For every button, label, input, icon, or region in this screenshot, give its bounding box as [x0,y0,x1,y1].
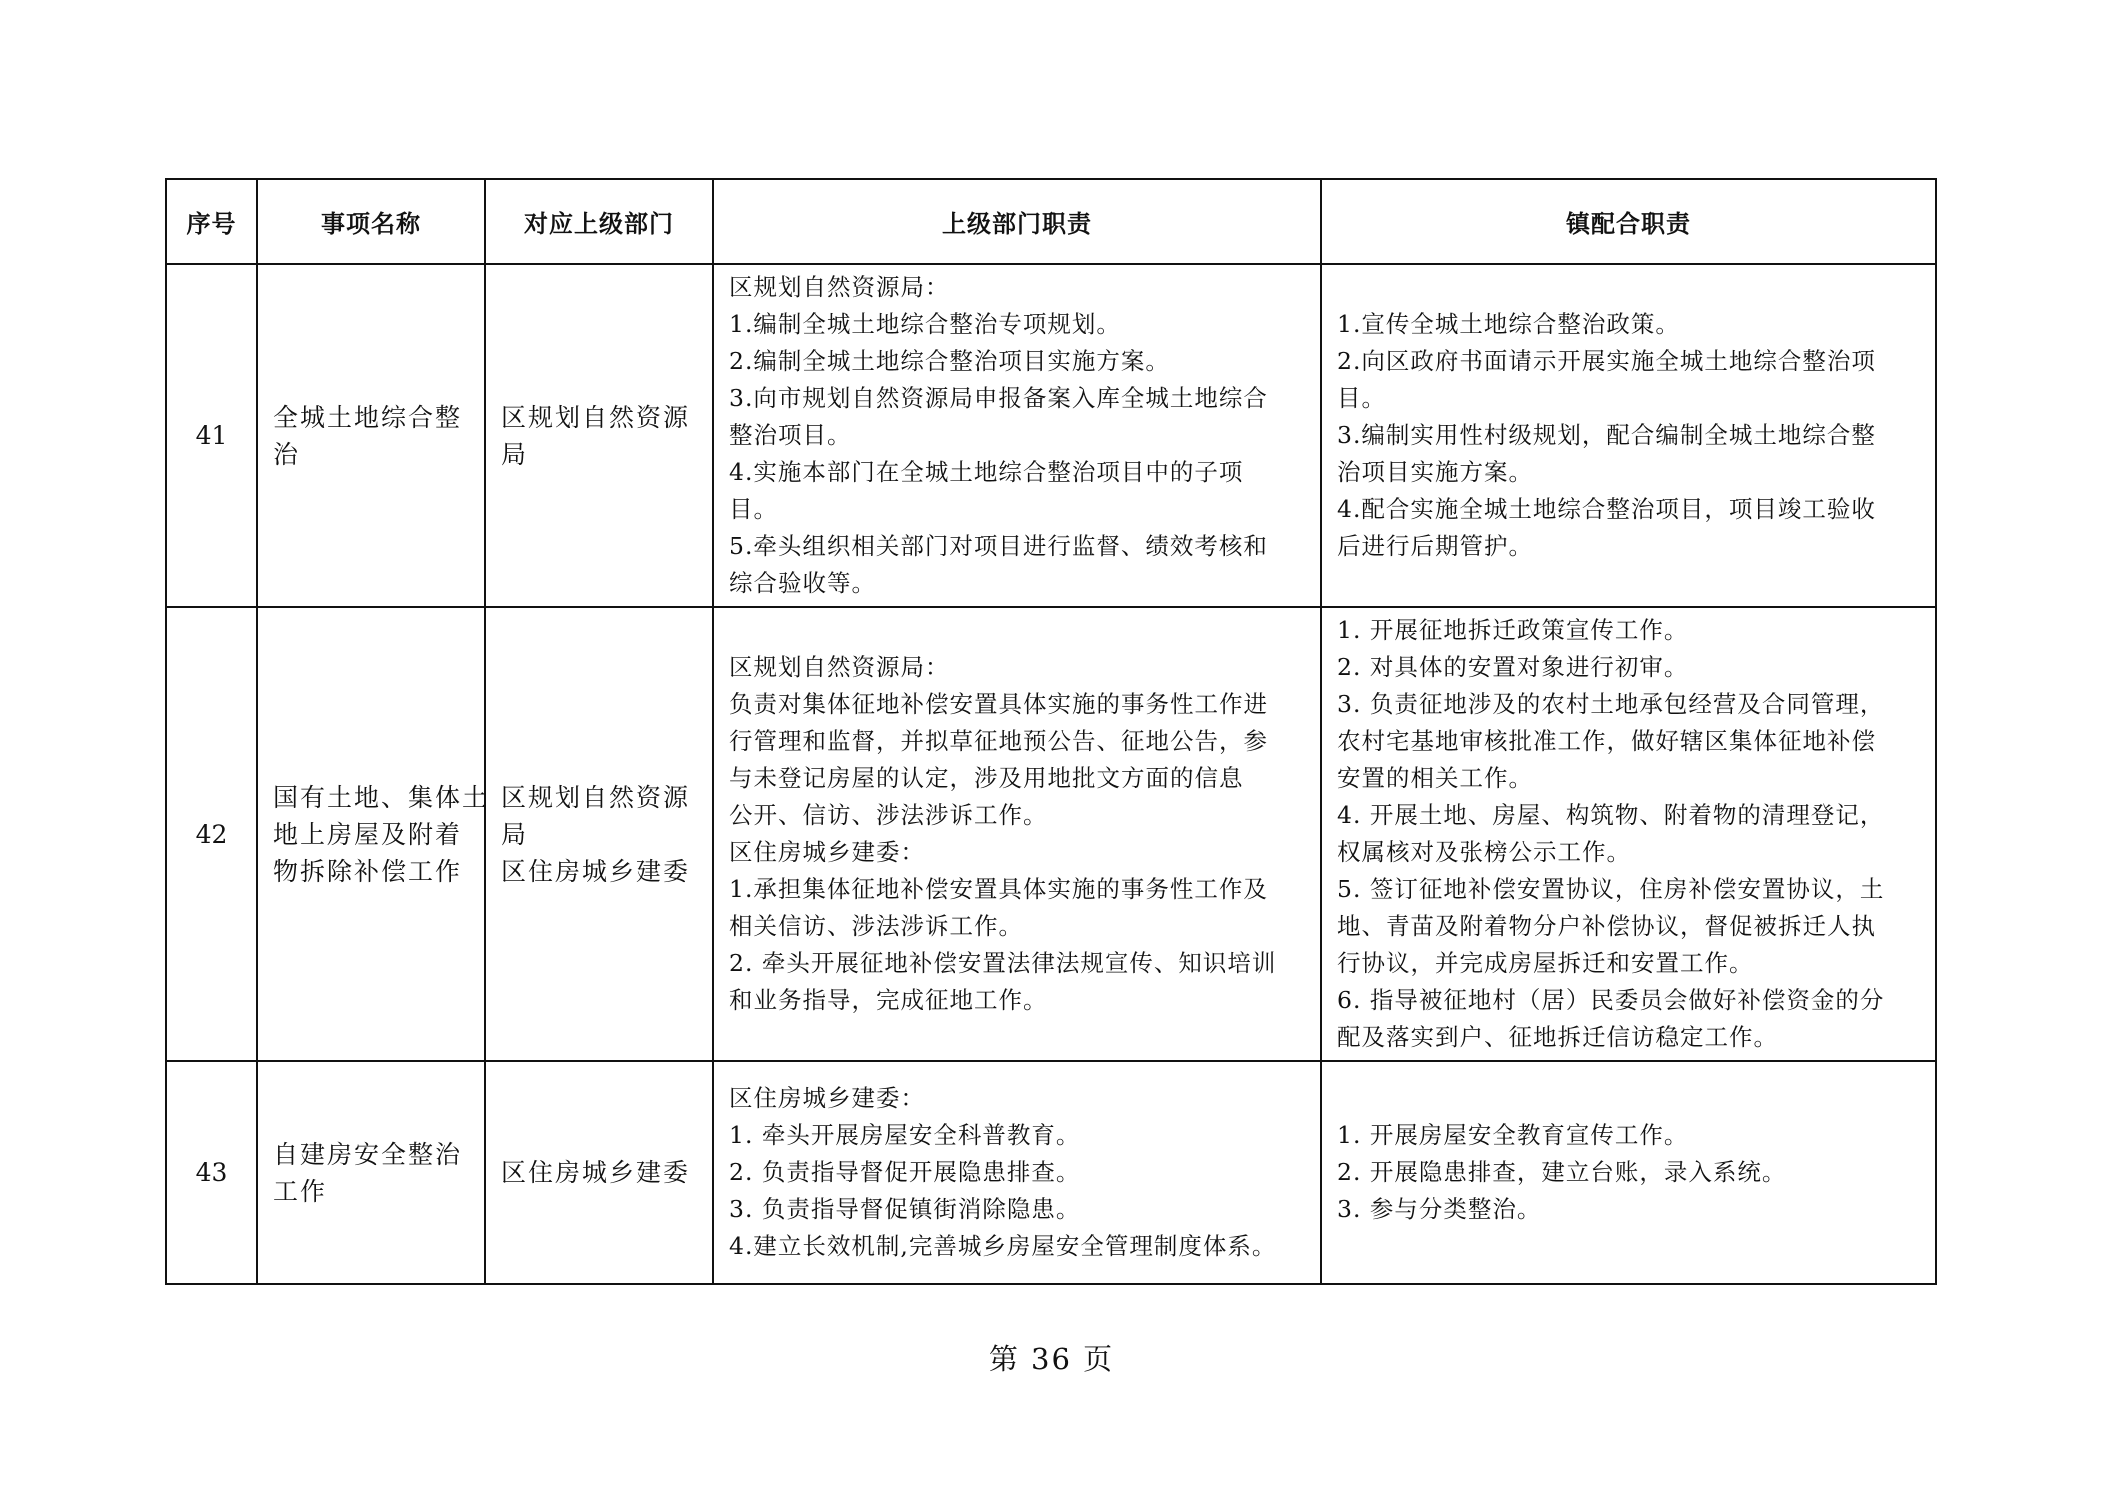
town-duties-cell [1321,607,1936,1061]
cell-line: 1.承担集体征地补偿安置具体实施的事务性工作及 [729,875,1268,903]
cell-line: 工作 [273,1176,328,1206]
cell-line: 5.牵头组织相关部门对项目进行监督、绩效考核和 [729,532,1268,560]
header-superior-duties: 上级部门职责 [713,179,1321,264]
cell-line: 区住房城乡建委： [729,1084,925,1112]
department-cell [485,264,713,607]
cell-line: 2.编制全城土地综合整治项目实施方案。 [729,347,1170,375]
cell-line: 行协议，并完成房屋拆迁和安置工作。 [1337,949,1754,977]
cell-line: 自建房安全整治 [273,1139,463,1169]
item-name-cell [257,1061,485,1284]
cell-line: 区规划自然资源局： [729,653,950,681]
cell-line: 目。 [729,495,778,523]
superior-duties-cell [713,264,1321,607]
cell-line: 6. 指导被征地村（居）民委员会做好补偿资金的分 [1337,986,1885,1014]
cell-line: 安置的相关工作。 [1337,764,1533,792]
cell-line: 2. 开展隐患排查，建立台账，录入系统。 [1337,1158,1787,1186]
cell-line: 区规划自然资源局： [729,273,950,301]
cell-line: 1. 牵头开展房屋安全科普教育。 [729,1121,1081,1149]
table-row [166,607,1936,1061]
cell-line: 3.编制实用性村级规划，配合编制全城土地综合整 [1337,421,1876,449]
town-duties-cell [1321,264,1936,607]
cell-line: 公开、信访、涉法涉诉工作。 [729,801,1048,829]
table-row [166,264,1936,607]
cell-line: 相关信访、涉法涉诉工作。 [729,912,1023,940]
table-row [166,1061,1936,1284]
cell-line: 治 [273,439,301,469]
header-item-name: 事项名称 [257,179,485,264]
responsibility-table [165,178,1937,1285]
cell-line: 3. 参与分类整治。 [1337,1195,1542,1223]
cell-line: 1.编制全城土地综合整治专项规划。 [729,310,1121,338]
cell-line: 3.向市规划自然资源局申报备案入库全城土地综合 [729,384,1268,412]
header-town-duties: 镇配合职责 [1321,179,1936,264]
cell-line: 4. 开展土地、房屋、构筑物、附着物的清理登记， [1337,801,1885,829]
cell-line: 国有土地、集体土 [273,782,490,812]
cell-line: 2.向区政府书面请示开展实施全城土地综合整治项 [1337,347,1876,375]
superior-duties-cell [713,1061,1321,1284]
cell-line: 2. 牵头开展征地补偿安置法律法规宣传、知识培训 [729,949,1277,977]
cell-line: 4.建立长效机制,完善城乡房屋安全管理制度体系。 [729,1232,1277,1260]
header-superior-department: 对应上级部门 [485,179,713,264]
cell-line: 1.宣传全城土地综合整治政策。 [1337,310,1680,338]
cell-line: 区住房城乡建委 [501,856,691,886]
cell-line: 负责对集体征地补偿安置具体实施的事务性工作进 [729,690,1268,718]
cell-line: 权属核对及张榜公示工作。 [1337,838,1631,866]
row-number: 42 [166,607,257,1061]
cell-line: 4.配合实施全城土地综合整治项目，项目竣工验收 [1337,495,1876,523]
page-number: 第 36 页 [988,1342,1115,1376]
department-cell [485,607,713,1061]
cell-line: 2. 负责指导督促开展隐患排查。 [729,1158,1081,1186]
cell-line: 3. 负责征地涉及的农村土地承包经营及合同管理， [1337,690,1885,718]
cell-line: 后进行后期管护。 [1337,532,1533,560]
row-number: 41 [166,264,257,607]
header-serial-number: 序号 [166,179,257,264]
item-name-cell [257,264,485,607]
cell-line: 物拆除补偿工作 [273,856,463,886]
department-cell [485,1061,713,1284]
cell-line: 地上房屋及附着 [273,819,463,849]
row-number: 43 [166,1061,257,1284]
cell-line: 行管理和监督，并拟草征地预公告、征地公告，参 [729,727,1268,755]
cell-line: 区规划自然资源 [501,782,691,812]
cell-line: 地、青苗及附着物分户补偿协议，督促被拆迁人执 [1337,912,1876,940]
item-name-cell [257,607,490,1061]
cell-line: 2. 对具体的安置对象进行初审。 [1337,653,1689,681]
cell-line: 3. 负责指导督促镇街消除隐患。 [729,1195,1081,1223]
table-header-row [166,179,1936,264]
cell-line: 整治项目。 [729,421,852,449]
cell-line: 区住房城乡建委： [729,838,925,866]
cell-line: 全城土地综合整 [273,402,463,432]
superior-duties-cell [713,607,1321,1061]
town-duties-cell [1321,1061,1936,1284]
cell-line: 目。 [1337,384,1386,412]
cell-line: 与未登记房屋的认定，涉及用地批文方面的信息 [729,764,1244,792]
cell-line: 区住房城乡建委 [501,1158,691,1187]
cell-line: 1. 开展征地拆迁政策宣传工作。 [1337,616,1689,644]
cell-line: 和业务指导，完成征地工作。 [729,986,1048,1014]
cell-line: 治项目实施方案。 [1337,458,1533,486]
cell-line: 4.实施本部门在全城土地综合整治项目中的子项 [729,458,1244,486]
cell-line: 综合验收等。 [729,569,876,597]
cell-line: 5. 签订征地补偿安置协议，住房补偿安置协议，土 [1337,875,1885,903]
cell-line: 配及落实到户、征地拆迁信访稳定工作。 [1337,1023,1778,1051]
cell-line: 局 [501,819,529,849]
cell-line: 局 [501,439,529,469]
cell-line: 1. 开展房屋安全教育宣传工作。 [1337,1121,1689,1149]
cell-line: 农村宅基地审核批准工作，做好辖区集体征地补偿 [1337,727,1876,755]
cell-line: 区规划自然资源 [501,402,691,432]
